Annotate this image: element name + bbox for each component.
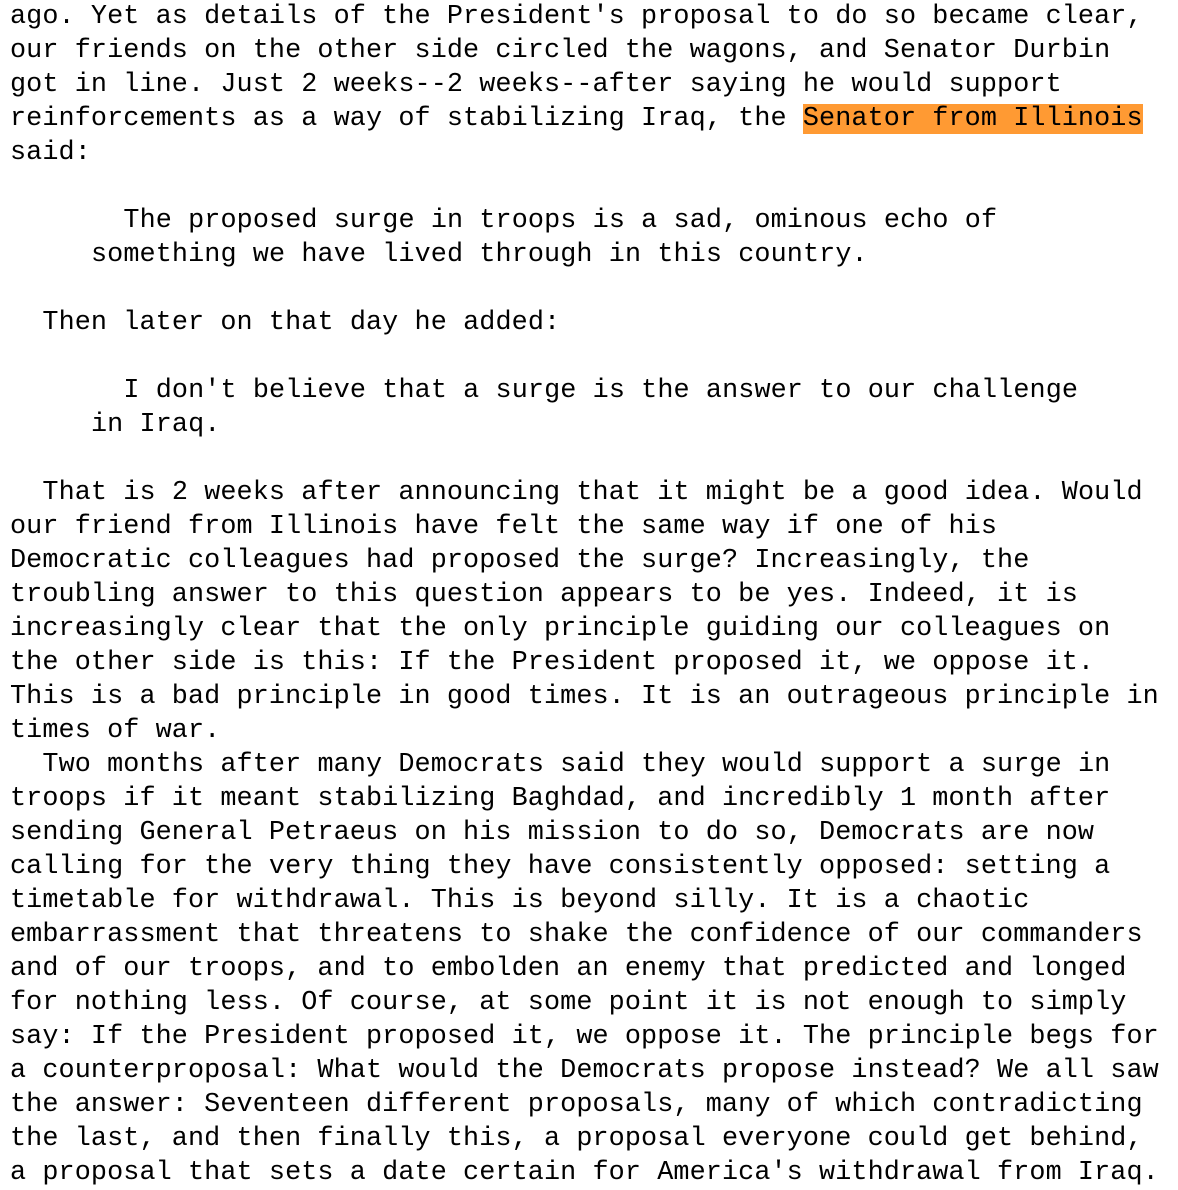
line-text: the last, and then finally this, a proposal everyone could get behind, bbox=[10, 1124, 1143, 1154]
text-line bbox=[10, 1054, 1159, 1088]
line-text: and of our troops, and to embolden an enemy that predicted and longed bbox=[10, 954, 1127, 984]
line-text: the answer: Seventeen different proposals, many of which contradicting bbox=[10, 1090, 1143, 1120]
text-line bbox=[10, 850, 1110, 884]
line-text: This is a bad principle in good times. It is an outrageous principle in bbox=[10, 682, 1159, 712]
line-text: the other side is this: If the President proposed it, we oppose it. bbox=[10, 648, 1095, 678]
line-text: for nothing less. Of course, at some point it is not enough to simply bbox=[10, 988, 1127, 1018]
line-text: times of war. bbox=[10, 716, 221, 746]
text-line bbox=[10, 884, 1029, 918]
text-line bbox=[91, 238, 868, 272]
text-line bbox=[123, 204, 997, 238]
line-text: troubling answer to this question appears to be yes. Indeed, it is bbox=[10, 580, 1078, 610]
text-line bbox=[10, 136, 91, 170]
line-text: Then later on that day he added: bbox=[42, 308, 561, 338]
text-line bbox=[10, 986, 1126, 1020]
text-line bbox=[42, 476, 1142, 510]
highlighted-text: Senator from Illinois bbox=[802, 104, 1143, 134]
text-line bbox=[10, 1088, 1143, 1122]
text-line bbox=[10, 952, 1126, 986]
line-text: in Iraq. bbox=[91, 410, 221, 440]
text-line bbox=[10, 1122, 1143, 1156]
text-line bbox=[123, 374, 1078, 408]
text-line bbox=[10, 612, 1110, 646]
text-line bbox=[10, 578, 1078, 612]
line-text: a counterproposal: What would the Democrats propose instead? We all saw bbox=[10, 1056, 1159, 1086]
text-line bbox=[10, 782, 1110, 816]
text-line bbox=[10, 816, 1094, 850]
text-line bbox=[10, 680, 1159, 714]
line-text: embarrassment that threatens to shake the confidence of our commanders bbox=[10, 920, 1143, 950]
line-text: something we have lived through in this country. bbox=[91, 240, 868, 270]
line-text: Democratic colleagues had proposed the surge? Increasingly, the bbox=[10, 546, 1030, 576]
text-line bbox=[10, 102, 1143, 136]
line-text: got in line. Just 2 weeks--2 weeks--after saying he would support bbox=[10, 70, 1062, 100]
line-text: timetable for withdrawal. This is beyond silly. It is a chaotic bbox=[10, 886, 1030, 916]
line-text: Two months after many Democrats said they would support a surge in bbox=[42, 750, 1111, 780]
text-line bbox=[10, 918, 1143, 952]
text-line bbox=[42, 306, 560, 340]
line-text: troops if it meant stabilizing Baghdad, and incredibly 1 month after bbox=[10, 784, 1111, 814]
text-line bbox=[10, 1156, 1159, 1190]
line-text: That is 2 weeks after announcing that it might be a good idea. Would bbox=[42, 478, 1143, 508]
line-text: ago. Yet as details of the President's proposal to do so became clear, bbox=[10, 2, 1143, 32]
line-text: sending General Petraeus on his mission to do so, Democrats are now bbox=[10, 818, 1095, 848]
text-line bbox=[10, 34, 1110, 68]
text-line bbox=[10, 0, 1143, 34]
line-text: I don't believe that a surge is the answer to our challenge bbox=[123, 376, 1079, 406]
text-line bbox=[10, 646, 1094, 680]
line-text: calling for the very thing they have consistently opposed: setting a bbox=[10, 852, 1111, 882]
text-line bbox=[42, 748, 1110, 782]
line-text: increasingly clear that the only principle guiding our colleagues on bbox=[10, 614, 1111, 644]
text-line bbox=[10, 510, 997, 544]
text-line bbox=[10, 68, 1062, 102]
line-text: our friends on the other side circled the wagons, and Senator Durbin bbox=[10, 36, 1111, 66]
line-text: reinforcements as a way of stabilizing Iraq, the bbox=[10, 104, 803, 134]
text-line bbox=[91, 408, 220, 442]
line-text: said: bbox=[10, 138, 91, 168]
text-line bbox=[10, 1020, 1159, 1054]
line-text: our friend from Illinois have felt the same way if one of his bbox=[10, 512, 998, 542]
text-line bbox=[10, 714, 220, 748]
text-line bbox=[10, 544, 1029, 578]
line-text: a proposal that sets a date certain for America's withdrawal from Iraq. bbox=[10, 1158, 1159, 1188]
line-text: The proposed surge in troops is a sad, ominous echo of bbox=[123, 206, 998, 236]
line-text: say: If the President proposed it, we oppose it. The principle begs for bbox=[10, 1022, 1159, 1052]
